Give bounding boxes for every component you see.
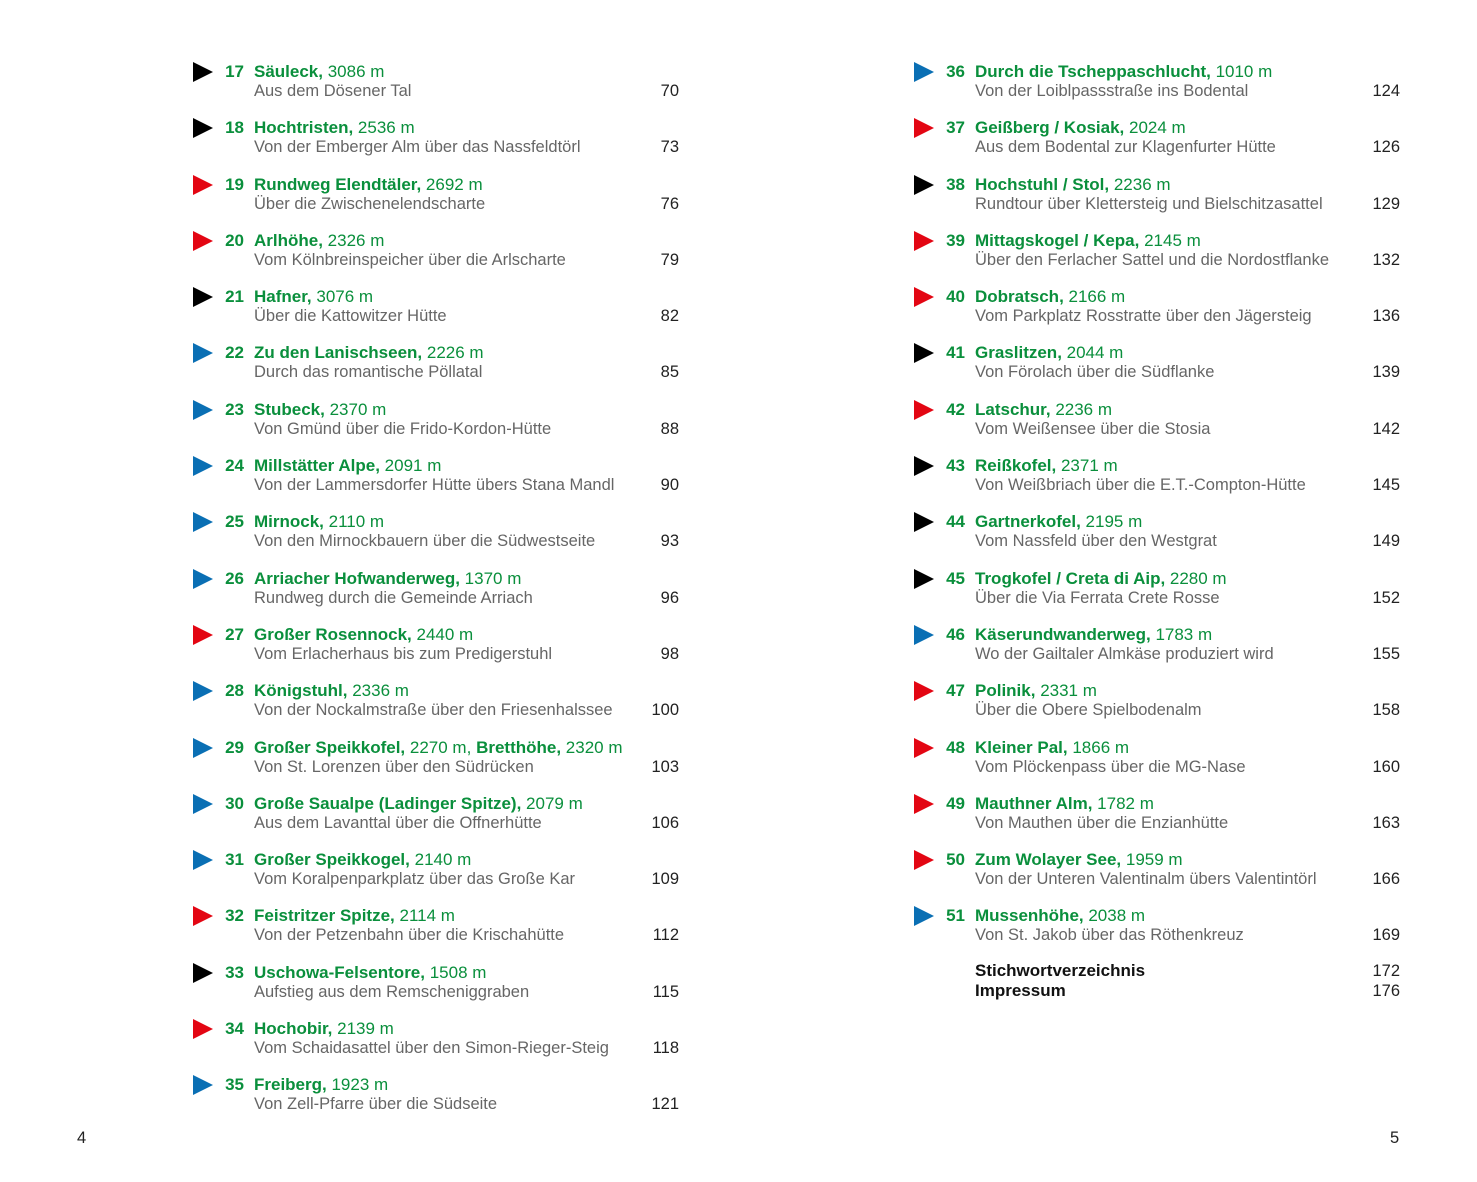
tour-name: Polinik, [975, 681, 1036, 701]
tour-page-number: 98 [660, 644, 679, 663]
tour-page-number: 166 [1372, 870, 1400, 889]
tour-page-number: 103 [651, 757, 679, 776]
route-difficulty-arrow-icon [914, 175, 934, 195]
tour-subtitle: Von St. Lorenzen über den Südrücken [254, 757, 534, 776]
tour-title [254, 681, 409, 701]
tour-name-secondary: Bretthöhe, [476, 737, 562, 757]
toc-entry[interactable] [193, 510, 683, 566]
tour-number: 26 [225, 568, 244, 588]
tour-page-number: 149 [1372, 532, 1400, 551]
tour-number: 21 [225, 287, 244, 307]
extra-label: Stichwortverzeichnis [975, 960, 1146, 980]
tour-subtitle: Vom Koralpenparkplatz über das Große Kar [254, 870, 576, 889]
route-difficulty-arrow-icon [193, 175, 213, 195]
toc-list-left [193, 60, 683, 1130]
tour-subtitle: Rundtour über Klettersteig und Bielschitzasattel [975, 194, 1323, 213]
tour-name: Großer Rosennock, [254, 624, 412, 644]
route-difficulty-arrow-icon [914, 456, 934, 476]
tour-title [254, 794, 583, 814]
tour-elevation: 1959 m [1121, 850, 1183, 870]
tour-name: Königstuhl, [254, 681, 348, 701]
tour-page-number: 85 [660, 363, 679, 382]
route-difficulty-arrow-icon [193, 794, 213, 814]
tour-subtitle: Von den Mirnockbauern über die Südwestseite [254, 532, 596, 551]
toc-entry[interactable] [193, 116, 683, 172]
tour-number: 22 [225, 343, 244, 363]
tour-name: Reißkofel, [975, 456, 1057, 476]
tour-number: 49 [946, 793, 965, 813]
tour-elevation: 2195 m [1080, 512, 1143, 532]
tour-page-number: 169 [1372, 926, 1400, 945]
tour-subtitle: Aus dem Dösener Tal [254, 82, 412, 100]
page-number-right: 5 [1390, 1129, 1400, 1147]
tour-name: Große Saualpe (Ladinger Spitze), [254, 793, 522, 813]
tour-name: Graslitzen, [975, 343, 1062, 363]
route-difficulty-arrow-icon [193, 1075, 213, 1095]
toc-entry[interactable] [193, 60, 683, 116]
tour-name: Uschowa-Felsentore, [254, 962, 425, 982]
tour-subtitle: Von der Emberger Alm über das Nassfeldtörl [254, 138, 581, 157]
tour-subtitle: Von der Unteren Valentinalm übers Valentintörl [975, 870, 1317, 889]
route-difficulty-arrow-icon [914, 231, 934, 251]
right-page [738, 0, 1477, 1182]
toc-entry[interactable] [193, 1073, 683, 1129]
tour-name: Feistritzer Spitze, [254, 906, 395, 926]
tour-name: Mauthner Alm, [975, 793, 1093, 813]
route-difficulty-arrow-icon [914, 850, 934, 870]
route-difficulty-arrow-icon [193, 963, 213, 983]
tour-name: Freiberg, [254, 1075, 327, 1095]
toc-entry[interactable] [914, 736, 1404, 792]
tour-page-number: 145 [1372, 476, 1400, 495]
toc-entry[interactable] [914, 567, 1404, 623]
tour-title [975, 343, 1123, 363]
tour-title [254, 1075, 388, 1095]
tour-title [975, 569, 1227, 589]
tour-page-number: 90 [660, 476, 679, 495]
tour-name: Millstätter Alpe, [254, 456, 380, 476]
tour-number: 29 [225, 737, 244, 757]
tour-elevation: 2236 m [1109, 174, 1171, 194]
tour-page-number: 129 [1372, 194, 1400, 213]
tour-name: Mittagskogel / Kepa, [975, 230, 1140, 250]
tour-title [254, 625, 473, 645]
tour-elevation: 2370 m [324, 399, 387, 419]
tour-number: 30 [225, 793, 244, 813]
tour-page-number: 126 [1372, 138, 1400, 157]
tour-title [254, 1019, 394, 1039]
tour-page-number: 82 [660, 307, 679, 326]
route-difficulty-arrow-icon [914, 569, 934, 589]
tour-title [975, 231, 1201, 251]
tour-elevation: 1866 m [1067, 737, 1130, 757]
tour-title [254, 118, 415, 138]
tour-subtitle: Von der Nockalmstraße über den Friesenhalssee [254, 701, 613, 720]
toc-entry[interactable] [914, 792, 1404, 848]
toc-entry[interactable] [193, 623, 683, 679]
tour-subtitle: Von Gmünd über die Frido-Kordon-Hütte [254, 419, 552, 438]
tour-page-number: 109 [651, 870, 679, 889]
tour-title [975, 456, 1118, 476]
tour-name: Durch die Tscheppaschlucht, [975, 62, 1211, 81]
route-difficulty-arrow-icon [914, 400, 934, 420]
tour-number: 43 [946, 456, 965, 476]
route-difficulty-arrow-icon [193, 906, 213, 926]
tour-title [254, 738, 623, 758]
tour-title [254, 175, 483, 195]
tour-elevation: 2145 m [1139, 230, 1201, 250]
toc-entry[interactable] [914, 623, 1404, 679]
tour-subtitle: Von Mauthen über die Enzianhütte [975, 813, 1229, 832]
tour-title [254, 512, 384, 532]
route-difficulty-arrow-icon [193, 231, 213, 251]
route-difficulty-arrow-icon [914, 287, 934, 307]
tour-name: Großer Speikkogel, [254, 850, 410, 870]
tour-elevation: 2114 m [394, 906, 455, 926]
tour-page-number: 106 [651, 813, 679, 832]
toc-entry[interactable] [914, 510, 1404, 566]
tour-name: Latschur, [975, 399, 1051, 419]
toc-entry[interactable] [193, 736, 683, 792]
tour-elevation: 1782 m [1092, 793, 1154, 813]
tour-number: 17 [225, 62, 244, 81]
tour-number: 44 [946, 512, 965, 532]
toc-entry[interactable] [914, 116, 1404, 172]
route-difficulty-arrow-icon [193, 850, 213, 870]
tour-page-number: 132 [1372, 250, 1400, 269]
tour-page-number: 115 [652, 982, 679, 1001]
tour-subtitle: Über die Zwischenelendscharte [254, 194, 486, 213]
tour-subtitle: Vom Schaidasattel über den Simon-Rieger-Steig [254, 1039, 609, 1058]
tour-subtitle: Rundweg durch die Gemeinde Arriach [254, 588, 533, 607]
toc-entry[interactable] [193, 1017, 683, 1073]
tour-title [254, 62, 384, 82]
tour-elevation: 2139 m [332, 1019, 394, 1039]
route-difficulty-arrow-icon [193, 569, 213, 589]
route-difficulty-arrow-icon [914, 794, 934, 814]
toc-entry[interactable] [914, 60, 1404, 116]
tour-elevation: 2110 m [323, 512, 385, 532]
tour-title [254, 569, 521, 589]
tour-subtitle: Über die Obere Spielbodenalm [975, 701, 1202, 720]
tour-elevation: 2692 m [421, 174, 483, 194]
tour-page-number: 160 [1372, 757, 1400, 776]
tour-number: 41 [946, 343, 965, 363]
tour-number: 40 [946, 287, 965, 307]
tour-subtitle: Von der Lammersdorfer Hütte übers Stana Mandl [254, 476, 615, 495]
tour-elevation: 2079 m [521, 793, 583, 813]
toc-entry[interactable] [914, 229, 1404, 285]
tour-subtitle: Von der Loiblpassstraße ins Bodental [975, 82, 1249, 100]
tour-number: 42 [946, 399, 965, 419]
tour-subtitle: Vom Erlacherhaus bis zum Predigerstuhl [254, 644, 553, 663]
extra-page-number: 176 [1372, 981, 1400, 1000]
route-difficulty-arrow-icon [914, 906, 934, 926]
tour-title [975, 738, 1129, 758]
tour-elevation: 2226 m [422, 343, 484, 363]
tour-title [975, 118, 1186, 138]
tour-title [975, 287, 1125, 307]
tour-subtitle: Wo der Gailtaler Almkäse produziert wird [975, 644, 1274, 663]
tour-title [254, 906, 455, 926]
tour-elevation: 2044 m [1061, 343, 1124, 363]
toc-entry[interactable] [914, 848, 1404, 904]
tour-name: Mussenhöhe, [975, 906, 1084, 926]
toc-entry[interactable] [914, 398, 1404, 454]
toc-entry[interactable] [193, 398, 683, 454]
toc-entry[interactable] [193, 904, 683, 960]
tour-number: 47 [946, 681, 965, 701]
tour-elevation: 1783 m [1150, 624, 1213, 644]
route-difficulty-arrow-icon [193, 681, 213, 701]
tour-elevation: 2536 m [353, 118, 415, 138]
tour-subtitle: Über die Via Ferrata Crete Rosse [975, 588, 1220, 607]
toc-entry[interactable] [193, 173, 683, 229]
tour-title [975, 906, 1145, 926]
tour-number: 33 [225, 962, 244, 982]
tour-elevation: 2280 m [1165, 568, 1227, 588]
toc-entry[interactable] [193, 961, 683, 1017]
tour-subtitle: Von Zell-Pfarre über die Südseite [254, 1095, 498, 1114]
extra-page-number: 172 [1372, 961, 1400, 980]
tour-page-number: 79 [660, 250, 679, 269]
tour-number: 50 [946, 850, 965, 870]
tour-subtitle: Durch das romantische Pöllatal [254, 363, 483, 382]
tour-elevation: 1370 m [459, 568, 522, 588]
toc-entry[interactable] [193, 229, 683, 285]
tour-number: 46 [946, 624, 965, 644]
tour-name: Rundweg Elendtäler, [254, 174, 422, 194]
tour-name: Hafner, [254, 287, 312, 307]
tour-page-number: 121 [651, 1095, 679, 1114]
tour-title [975, 62, 1272, 82]
tour-name: Geißberg / Kosiak, [975, 118, 1125, 138]
route-difficulty-arrow-icon [914, 62, 934, 82]
toc-entry[interactable] [914, 285, 1404, 341]
route-difficulty-arrow-icon [914, 625, 934, 645]
tour-elevation: 2236 m [1050, 399, 1113, 419]
tour-page-number: 118 [652, 1039, 679, 1058]
tour-number: 20 [225, 230, 244, 250]
tour-name: Käserundwanderweg, [975, 624, 1151, 644]
route-difficulty-arrow-icon [193, 343, 213, 363]
route-difficulty-arrow-icon [193, 118, 213, 138]
tour-elevation: 2140 m [409, 850, 472, 870]
tour-elevation: 3076 m [311, 287, 374, 307]
tour-title [975, 681, 1097, 701]
tour-subtitle: Von der Petzenbahn über die Krischahütte [254, 926, 565, 945]
tour-name: Stubeck, [254, 399, 325, 419]
toc-entry[interactable] [193, 679, 683, 735]
tour-number: 48 [946, 737, 965, 757]
tour-page-number: 93 [660, 532, 679, 551]
tour-name: Zum Wolayer See, [975, 850, 1122, 870]
tour-name: Zu den Lanischseen, [254, 343, 423, 363]
tour-page-number: 163 [1372, 813, 1400, 832]
tour-number: 39 [946, 230, 965, 250]
tour-name: Großer Speikkofel, [254, 737, 406, 757]
tour-title [254, 850, 471, 870]
tour-number: 38 [946, 174, 965, 194]
route-difficulty-arrow-icon [193, 738, 213, 758]
tour-name: Arriacher Hofwanderweg, [254, 568, 460, 588]
tour-subtitle: Vom Kölnbreinspeicher über die Arlscharte [254, 250, 566, 269]
tour-title [254, 400, 386, 420]
tour-subtitle: Über den Ferlacher Sattel und die Nordostflanke [975, 250, 1330, 269]
tour-subtitle: Vom Weißensee über die Stosia [975, 419, 1211, 438]
toc-entry[interactable] [193, 567, 683, 623]
tour-elevation: 2440 m [411, 624, 474, 644]
tour-title [975, 625, 1212, 645]
tour-page-number: 100 [651, 701, 679, 720]
tour-name: Hochtristen, [254, 118, 354, 138]
tour-title [254, 456, 441, 476]
toc-list-right [914, 60, 1404, 1001]
tour-number: 51 [946, 906, 965, 926]
tour-number: 45 [946, 568, 965, 588]
tour-number: 35 [225, 1075, 244, 1095]
page-number-left: 4 [77, 1129, 87, 1147]
tour-elevation: 2326 m [322, 230, 385, 250]
extra-label: Impressum [975, 980, 1066, 1000]
tour-title [254, 287, 373, 307]
tour-elevation: 2336 m [347, 681, 409, 701]
tour-page-number: 70 [660, 82, 679, 100]
route-difficulty-arrow-icon [193, 62, 213, 82]
tour-title [975, 400, 1112, 420]
tour-subtitle: Vom Nassfeld über den Westgrat [975, 532, 1217, 551]
tour-number: 19 [225, 174, 244, 194]
toc-entry[interactable] [193, 454, 683, 510]
tour-number: 18 [225, 118, 244, 138]
tour-page-number: 112 [652, 926, 679, 945]
tour-number: 25 [225, 512, 244, 532]
tour-number: 32 [225, 906, 244, 926]
route-difficulty-arrow-icon [914, 118, 934, 138]
tour-name: Trogkofel / Creta di Aip, [975, 568, 1166, 588]
tour-elevation: 2091 m [379, 456, 442, 476]
route-difficulty-arrow-icon [914, 681, 934, 701]
route-difficulty-arrow-icon [193, 1019, 213, 1039]
tour-subtitle: Vom Plöckenpass über die MG-Nase [975, 757, 1246, 776]
toc-extra-entry[interactable] [914, 981, 1404, 1001]
tour-subtitle: Vom Parkplatz Rosstratte über den Jägersteig [975, 307, 1312, 326]
tour-elevation: 1923 m [326, 1075, 389, 1095]
tour-subtitle: Aus dem Lavanttal über die Offnerhütte [254, 813, 542, 832]
tour-number: 24 [225, 456, 244, 476]
tour-name: Hochobir, [254, 1019, 333, 1039]
tour-name: Gartnerkofel, [975, 512, 1081, 532]
tour-elevation: 2024 m [1124, 118, 1186, 138]
tour-elevation: 3086 m [323, 62, 385, 81]
route-difficulty-arrow-icon [914, 343, 934, 363]
tour-page-number: 88 [660, 419, 679, 438]
tour-number: 31 [225, 850, 244, 870]
tour-page-number: 139 [1372, 363, 1400, 382]
tour-page-number: 136 [1372, 307, 1400, 326]
tour-subtitle: Von Förolach über die Südflanke [975, 363, 1215, 382]
toc-entry[interactable] [193, 285, 683, 341]
tour-title [975, 850, 1183, 870]
route-difficulty-arrow-icon [193, 625, 213, 645]
route-difficulty-arrow-icon [914, 512, 934, 532]
tour-title [975, 794, 1154, 814]
tour-page-number: 124 [1372, 82, 1400, 100]
route-difficulty-arrow-icon [193, 287, 213, 307]
tour-title [254, 963, 486, 983]
tour-subtitle: Über die Kattowitzer Hütte [254, 307, 447, 326]
tour-page-number: 76 [660, 194, 679, 213]
tour-elevation: 2270 m, [405, 737, 472, 757]
tour-page-number: 73 [660, 138, 679, 157]
tour-number: 36 [946, 62, 965, 81]
tour-page-number: 96 [660, 588, 679, 607]
tour-elevation: 2331 m [1035, 681, 1097, 701]
tour-elevation: 2371 m [1056, 456, 1118, 476]
tour-subtitle: Aufstieg aus dem Remscheniggraben [254, 982, 530, 1001]
tour-number: 34 [225, 1019, 244, 1039]
toc-entry[interactable] [914, 904, 1404, 960]
tour-title [254, 231, 384, 251]
tour-name: Mirnock, [254, 512, 324, 532]
tour-subtitle: Aus dem Bodental zur Klagenfurter Hütte [975, 138, 1276, 157]
toc-entry[interactable] [193, 341, 683, 397]
toc-entry[interactable] [193, 848, 683, 904]
tour-elevation: 2038 m [1083, 906, 1146, 926]
tour-page-number: 142 [1372, 419, 1400, 438]
tour-elevation-secondary: 2320 m [561, 737, 623, 757]
toc-entry[interactable] [193, 792, 683, 848]
tour-page-number: 158 [1372, 701, 1400, 720]
tour-name: Hochstuhl / Stol, [975, 174, 1110, 194]
tour-elevation: 1010 m [1210, 62, 1273, 81]
tour-elevation: 2166 m [1063, 287, 1126, 307]
tour-name: Kleiner Pal, [975, 737, 1068, 757]
tour-subtitle: Von St. Jakob über das Röthenkreuz [975, 926, 1244, 945]
toc-entry[interactable] [914, 454, 1404, 510]
tour-name: Arlhöhe, [254, 230, 323, 250]
toc-entry[interactable] [914, 173, 1404, 229]
left-page [0, 0, 738, 1182]
toc-entry[interactable] [914, 679, 1404, 735]
route-difficulty-arrow-icon [193, 400, 213, 420]
tour-title [254, 343, 484, 363]
tour-elevation: 1508 m [425, 962, 487, 982]
tour-number: 23 [225, 399, 244, 419]
tour-title [975, 512, 1142, 532]
route-difficulty-arrow-icon [193, 512, 213, 532]
tour-subtitle: Von Weißbriach über die E.T.-Compton-Hütte [975, 476, 1306, 495]
tour-name: Dobratsch, [975, 287, 1064, 307]
toc-extra-entry[interactable] [914, 961, 1404, 981]
tour-title [975, 175, 1171, 195]
tour-number: 27 [225, 624, 244, 644]
tour-number: 28 [225, 681, 244, 701]
tour-page-number: 152 [1372, 588, 1400, 607]
route-difficulty-arrow-icon [914, 738, 934, 758]
tour-page-number: 155 [1372, 644, 1400, 663]
tour-number: 37 [946, 118, 965, 138]
toc-entry[interactable] [914, 341, 1404, 397]
tour-name: Säuleck, [254, 62, 323, 81]
route-difficulty-arrow-icon [193, 456, 213, 476]
